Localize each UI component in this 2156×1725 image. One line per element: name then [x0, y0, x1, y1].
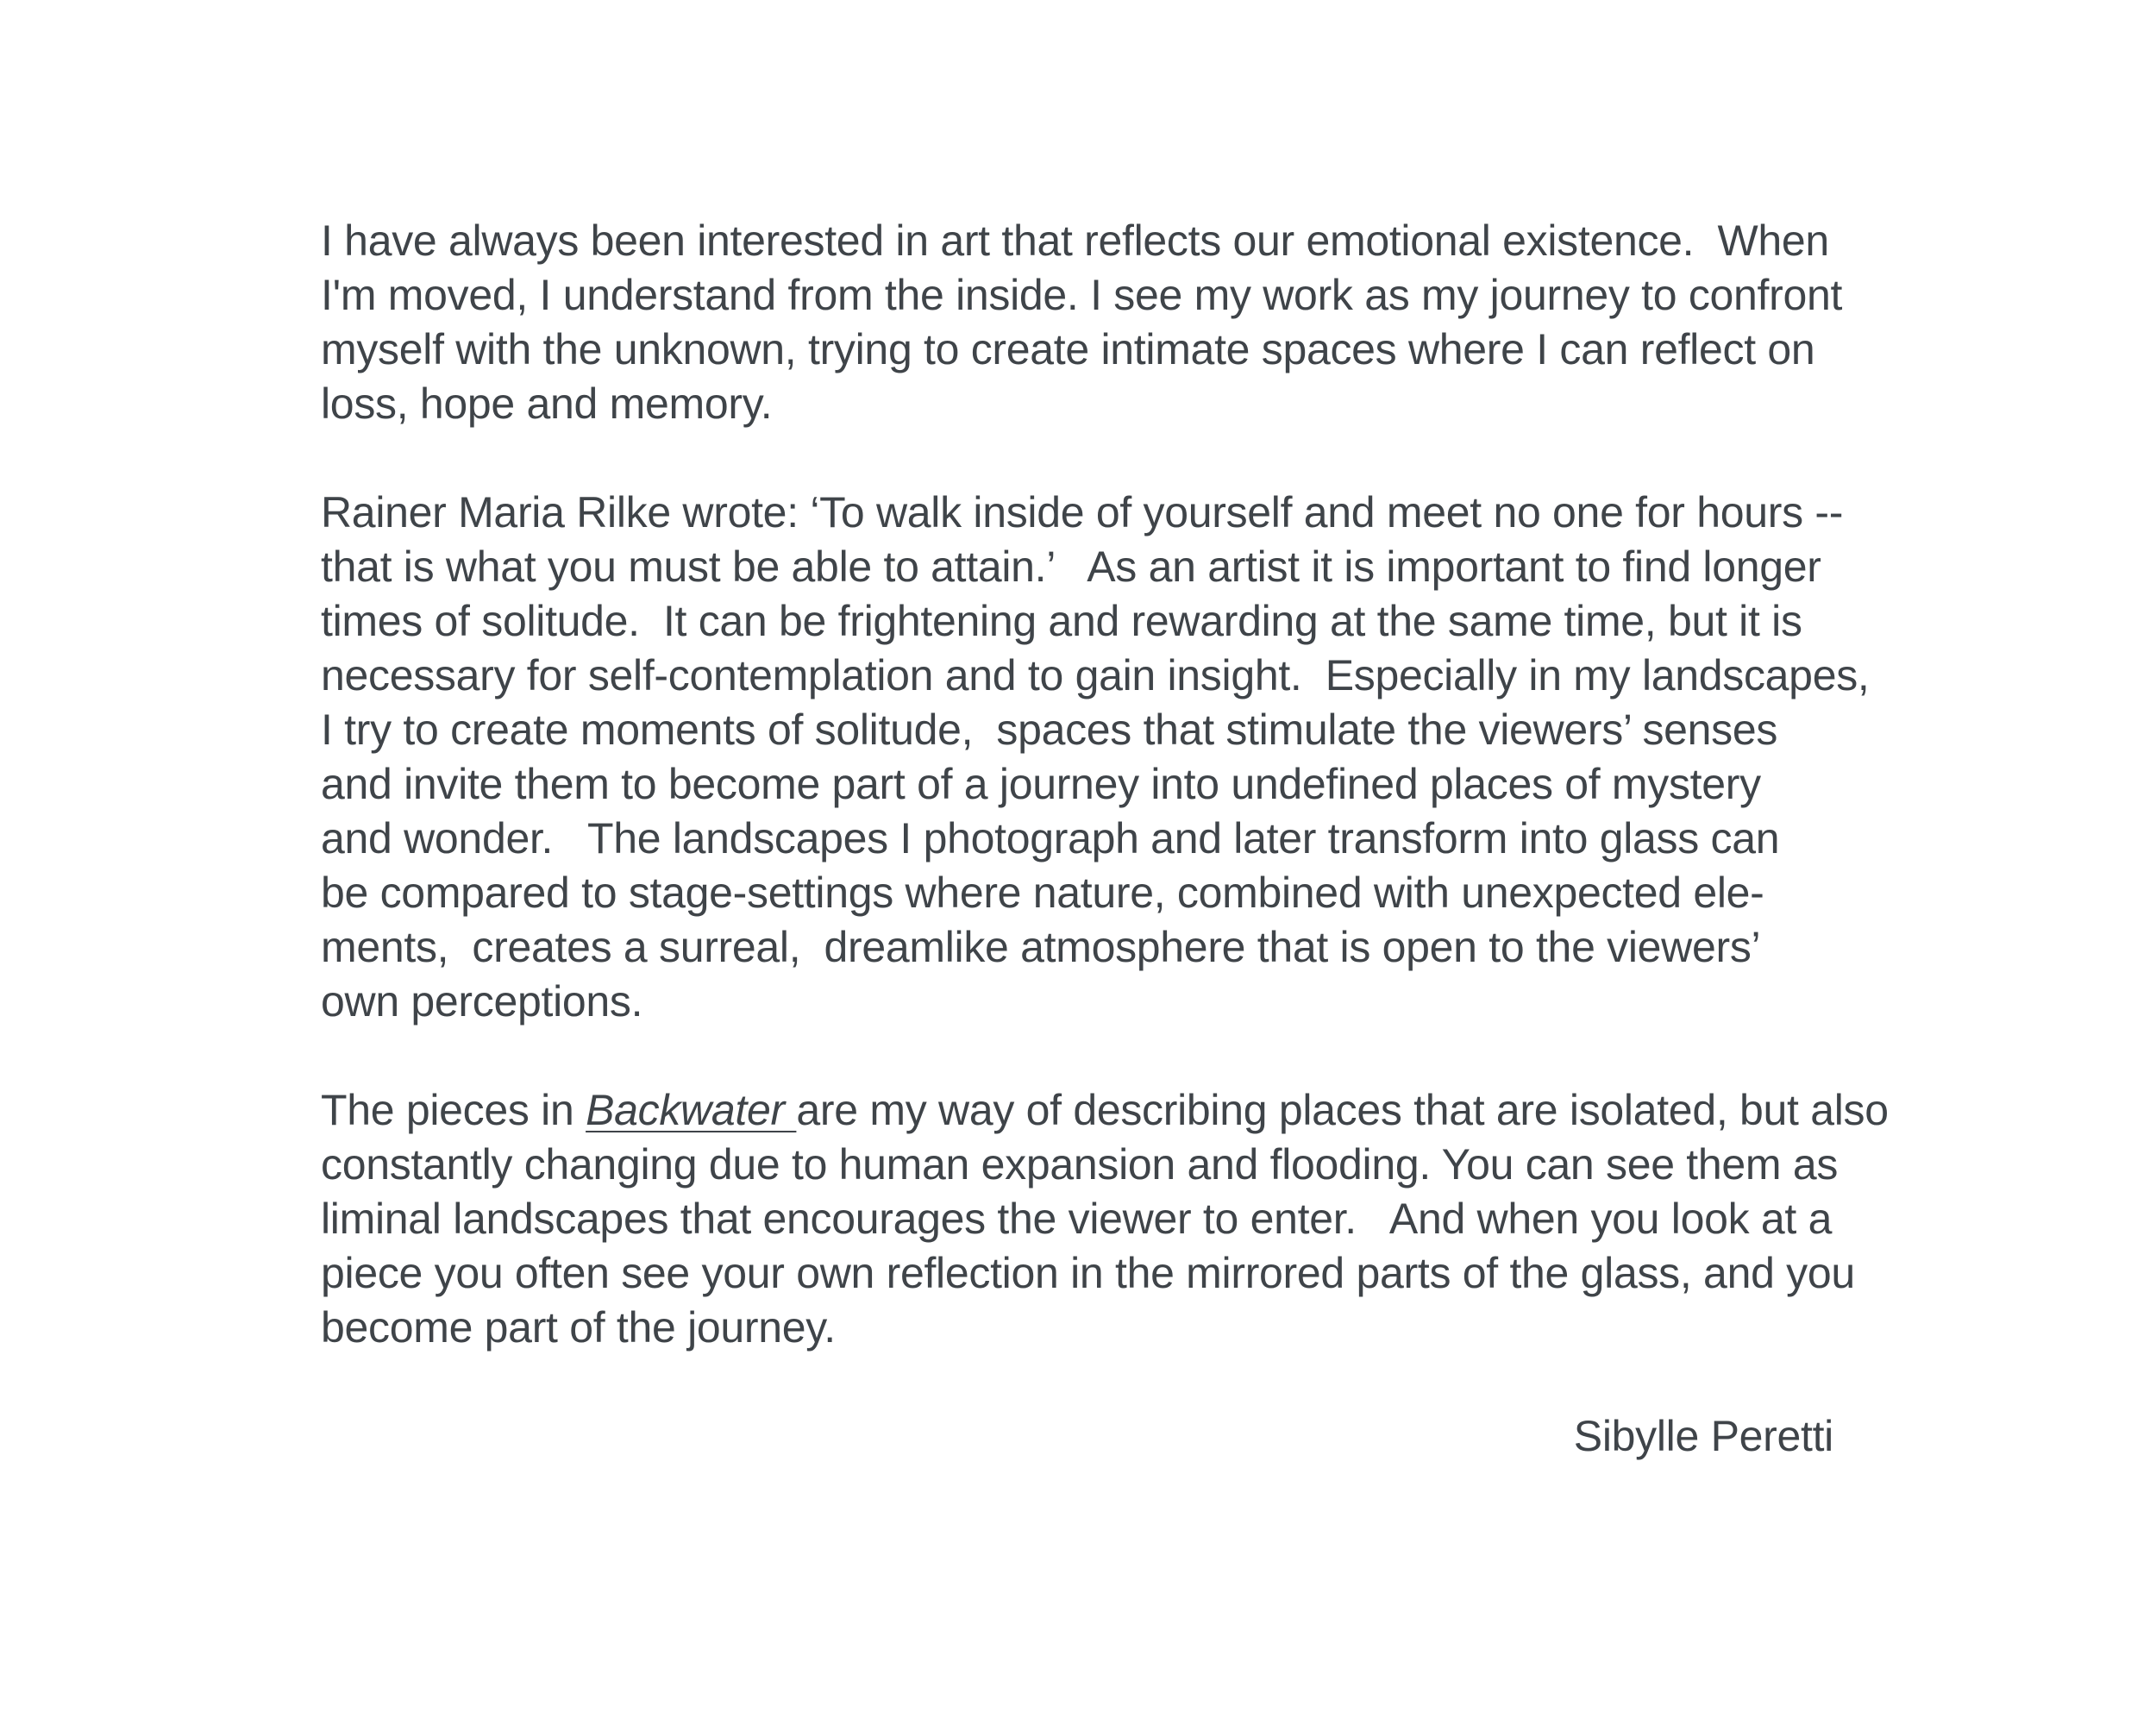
- paragraph-backwater: [321, 1083, 1889, 1355]
- text-line: times of solitude. It can be frightening and rewarding at the same time, but it is: [321, 597, 1802, 645]
- text-line: I have always been interested in art that reflects our emotional existence. When: [321, 216, 1829, 265]
- text-line: piece you often see your own reflection in the mirrored parts of the glass, and you: [321, 1249, 1855, 1297]
- text-segment: are my way of describing places that are isolated, but also: [796, 1086, 1889, 1134]
- text-line: that is what you must be able to attain.’ As an artist it is important to find longer: [321, 543, 1821, 591]
- text-line: Rainer Maria Rilke wrote: ‘To walk inside of yourself and meet no one for hours --: [321, 488, 1844, 536]
- text-line: myself with the unknown, trying to create intimate spaces where I can reflect on: [321, 325, 1815, 373]
- paragraph-rilke: [321, 486, 1870, 1029]
- text-line: own perceptions.: [321, 977, 643, 1026]
- artist-statement: [321, 214, 1889, 1464]
- text-line: I'm moved, I understand from the inside. I see my work as my journey to confront: [321, 271, 1843, 319]
- author-signature: Sibylle Peretti: [1573, 1412, 1833, 1460]
- text-line: ments, creates a surreal, dreamlike atmosphere that is open to the viewers’: [321, 923, 1761, 971]
- text-line: become part of the journey.: [321, 1303, 836, 1352]
- work-title-backwater: Backwater: [586, 1086, 797, 1134]
- text-line: liminal landscapes that encourages the viewer to enter. And when you look at a: [321, 1195, 1833, 1243]
- text-line: and invite them to become part of a journey into undefined places of mystery: [321, 760, 1761, 808]
- text-line: and wonder. The landscapes I photograph and later transform into glass can: [321, 814, 1780, 862]
- text-line-with-title: [321, 1083, 1889, 1138]
- text-line: I try to create moments of solitude, spaces that stimulate the viewers’ senses: [321, 706, 1778, 754]
- paragraph-intro: [321, 214, 1865, 431]
- text-line: be compared to stage-settings where nature, combined with unexpected ele-: [321, 869, 1764, 917]
- text-segment: The pieces in: [321, 1086, 586, 1134]
- text-line: constantly changing due to human expansion and flooding. You can see them as: [321, 1140, 1839, 1189]
- text-line: loss, hope and memory.: [321, 380, 773, 428]
- text-line: necessary for self-contemplation and to gain insight. Especially in my landscapes,: [321, 651, 1870, 699]
